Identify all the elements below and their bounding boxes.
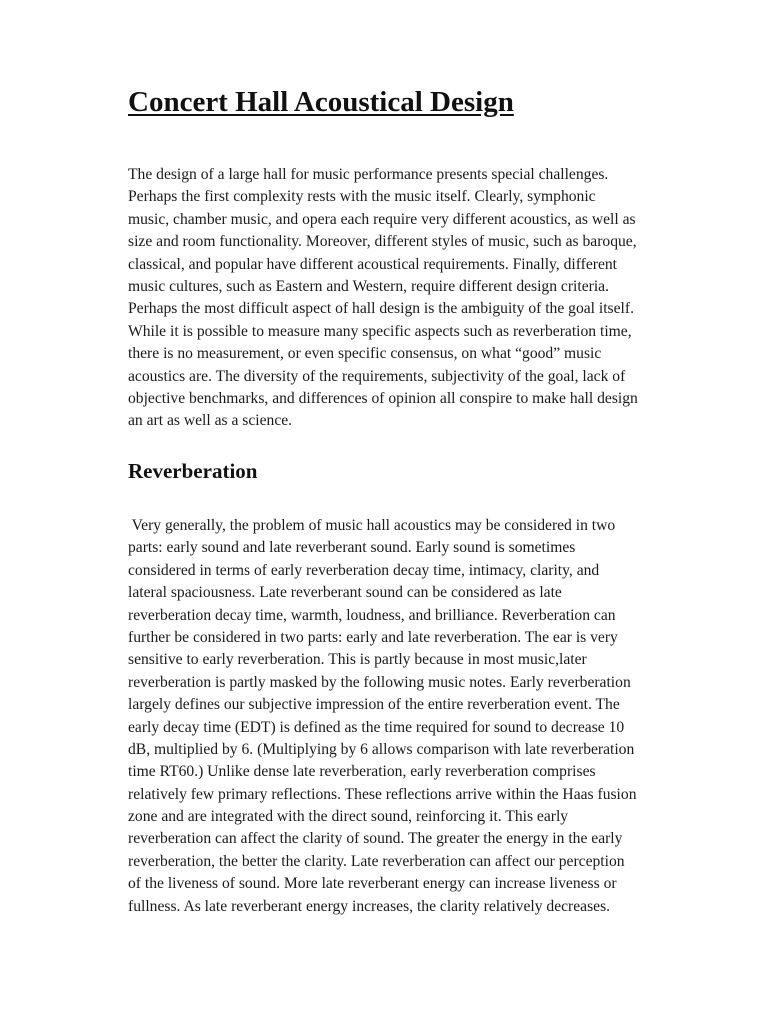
text-line: considered in terms of early reverberation decay time, intimacy, clarity, and: [128, 561, 600, 579]
text-line: size and room functionality. Moreover, different styles of music, such as baroque,: [128, 233, 637, 251]
text-line: reverberation is partly masked by the following music notes. Early reverberation: [128, 673, 631, 691]
text-line: early decay time (EDT) is defined as the time required for sound to decrease 10: [128, 718, 625, 736]
text-line: objective benchmarks, and differences of opinion all conspire to make hall design: [128, 389, 638, 407]
text-line: Perhaps the first complexity rests with the music itself. Clearly, symphonic: [128, 188, 596, 206]
text-line: zone and are integrated with the direct sound, reinforcing it. This early: [128, 808, 569, 826]
intro-paragraph: [128, 164, 728, 433]
text-line: reverberation, the better the clarity. Late reverberation can affect our perception: [128, 852, 625, 870]
text-line: While it is possible to measure many specific aspects such as reverberation time,: [128, 322, 632, 340]
text-line: sensitive to early reverberation. This is partly because in most music,later: [128, 651, 587, 669]
text-line: time RT60.) Unlike dense late reverberation, early reverberation comprises: [128, 763, 596, 781]
text-line: classical, and popular have different acoustical requirements. Finally, different: [128, 255, 618, 273]
text-line: largely defines our subjective impression of the entire reverberation event. The: [128, 696, 620, 714]
document-title: Concert Hall Acoustical Design: [128, 86, 514, 118]
text-line: music cultures, such as Eastern and Western, require different design criteria.: [128, 277, 609, 295]
text-line: reverberation decay time, warmth, loudness, and brilliance. Reverberation can: [128, 606, 616, 624]
text-line: acoustics are. The diversity of the requirements, subjectivity of the goal, lack of: [128, 367, 626, 385]
text-line: reverberation can affect the clarity of sound. The greater the energy in the early: [128, 830, 623, 848]
text-line: dB, multiplied by 6. (Multiplying by 6 allows comparison with late reverberation: [128, 740, 635, 758]
text-line: further be considered in two parts: early and late reverberation. The ear is very: [128, 628, 618, 646]
text-line: an art as well as a science.: [128, 412, 293, 430]
text-line: The design of a large hall for music performance presents special challenges.: [128, 166, 609, 183]
section-heading-reverberation: Reverberation: [128, 459, 258, 483]
text-line: relatively few primary reflections. These reflections arrive within the Haas fusion: [128, 785, 637, 803]
text-line: parts: early sound and late reverberant sound. Early sound is sometimes: [128, 539, 576, 557]
text-line: lateral spaciousness. Late reverberant sound can be considered as late: [128, 584, 562, 602]
text-line: music, chamber music, and opera each require very different acoustics, as well as: [128, 210, 636, 228]
text-line: fullness. As late reverberant energy increases, the clarity relatively decreases.: [128, 897, 611, 915]
text-line: Very generally, the problem of music hall acoustics may be considered in two: [128, 517, 616, 534]
text-line: there is no measurement, or even specific consensus, on what “good” music: [128, 345, 602, 363]
text-line: Perhaps the most difficult aspect of hall design is the ambiguity of the goal itself.: [128, 300, 634, 318]
text-line: of the liveness of sound. More late reverberant energy can increase liveness or: [128, 875, 617, 893]
reverberation-paragraph: [128, 515, 728, 918]
